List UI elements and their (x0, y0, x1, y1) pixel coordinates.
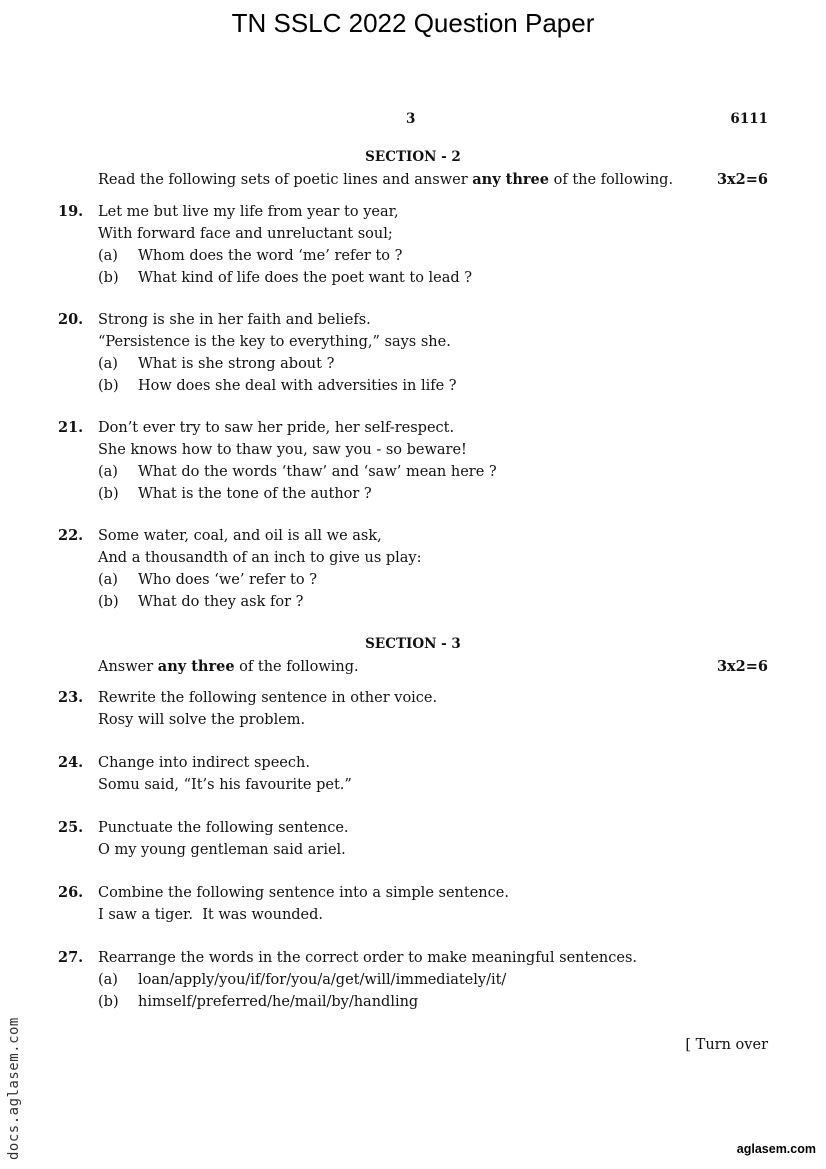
paper-code: 6111 (730, 111, 768, 127)
question-number: 26. (58, 884, 84, 901)
sub-question-label: (a) (98, 356, 118, 372)
turn-over-note: [ Turn over (685, 1037, 768, 1053)
question-line: Somu said, “It’s his favourite pet.” (98, 777, 352, 793)
section-2-heading: SECTION - 2 (365, 149, 461, 165)
sub-question-label: (b) (98, 994, 119, 1010)
question-25 (58, 817, 768, 861)
question-line: O my young gentleman said ariel. (98, 842, 346, 858)
sub-question-label: (a) (98, 972, 118, 988)
question-line: Change into indirect speech. (98, 755, 310, 771)
question-line: “Persistence is the key to everything,” says she. (98, 334, 451, 350)
question-line: With forward face and unreluctant soul; (98, 226, 393, 242)
sub-question-label: (a) (98, 248, 118, 264)
section-3-heading: SECTION - 3 (365, 636, 461, 652)
question-number: 24. (58, 754, 84, 771)
instruction-text: of the following. (234, 659, 359, 675)
question-line: And a thousandth of an inch to give us play: (98, 550, 422, 566)
sub-question (98, 569, 768, 591)
sub-question-label: (b) (98, 378, 119, 394)
question-line: She knows how to thaw you, saw you - so beware! (98, 442, 467, 458)
sub-question-text: Whom does the word ‘me’ refer to ? (138, 248, 403, 264)
sub-question (98, 245, 768, 267)
question-24 (58, 752, 768, 796)
question-number: 21. (58, 419, 84, 436)
question-number: 22. (58, 527, 84, 544)
sub-question-text: What do they ask for ? (138, 594, 304, 610)
sub-question-text: loan/apply/you/if/for/you/a/get/will/immediately/it/ (138, 972, 507, 988)
section-3-instruction (98, 656, 768, 678)
sub-question-text: What is the tone of the author ? (138, 486, 372, 502)
question-line: Punctuate the following sentence. (98, 820, 349, 836)
question-number: 20. (58, 311, 84, 328)
instruction-text: Read the following sets of poetic lines and answer (98, 172, 473, 188)
sub-question-label: (a) (98, 464, 118, 480)
sub-question (98, 969, 768, 991)
question-21 (58, 417, 768, 505)
sub-question (98, 591, 768, 613)
question-19 (58, 201, 768, 289)
footer-site-name: aglasem.com (736, 1142, 816, 1156)
instruction-text: Answer (98, 659, 158, 675)
question-number: 27. (58, 949, 84, 966)
sub-question-text: What do the words ‘thaw’ and ‘saw’ mean here ? (138, 464, 497, 480)
question-line: Combine the following sentence into a simple sentence. (98, 885, 509, 901)
sub-question (98, 353, 768, 375)
side-watermark: docs.aglasem.com (6, 1017, 22, 1160)
question-22 (58, 525, 768, 613)
sub-question-label: (b) (98, 594, 119, 610)
sub-question-text: himself/preferred/he/mail/by/handling (138, 994, 419, 1010)
sub-question (98, 267, 768, 289)
sub-question-text: What is she strong about ? (138, 356, 335, 372)
question-line: Some water, coal, and oil is all we ask, (98, 528, 382, 544)
sub-question (98, 461, 768, 483)
sub-question-text: How does she deal with adversities in life ? (138, 378, 457, 394)
question-26 (58, 882, 768, 926)
sub-question (98, 483, 768, 505)
banner-title: TN SSLC 2022 Question Paper (231, 8, 595, 38)
section-3-marks: 3x2=6 (716, 658, 768, 675)
sub-question (98, 375, 768, 397)
page-number: 3 (406, 111, 416, 127)
question-number: 23. (58, 689, 84, 706)
instruction-emphasis: any three (472, 171, 549, 188)
question-line: I saw a tiger. It was wounded. (98, 907, 324, 923)
question-number: 19. (58, 203, 84, 220)
question-line: Strong is she in her faith and beliefs. (98, 312, 371, 328)
question-line: Rewrite the following sentence in other voice. (98, 690, 438, 706)
sub-question-label: (b) (98, 486, 119, 502)
question-number: 25. (58, 819, 84, 836)
sub-question-label: (a) (98, 572, 118, 588)
question-line: Rearrange the words in the correct order to make meaningful sentences. (98, 950, 637, 966)
question-27 (58, 947, 768, 1013)
question-line: Let me but live my life from year to year, (98, 204, 399, 220)
sub-question-label: (b) (98, 270, 119, 286)
instruction-emphasis: any three (157, 658, 235, 675)
question-line: Don’t ever try to saw her pride, her self-respect. (98, 420, 455, 436)
sub-question-text: What kind of life does the poet want to lead ? (138, 270, 473, 286)
sub-question-text: Who does ‘we’ refer to ? (138, 572, 317, 588)
instruction-text: of the following. (549, 172, 674, 188)
section-2-instruction (98, 169, 768, 191)
question-23 (58, 687, 768, 731)
question-line: Rosy will solve the problem. (98, 712, 306, 728)
question-20 (58, 309, 768, 397)
sub-question (98, 991, 768, 1013)
section-2-marks: 3x2=6 (716, 171, 768, 188)
